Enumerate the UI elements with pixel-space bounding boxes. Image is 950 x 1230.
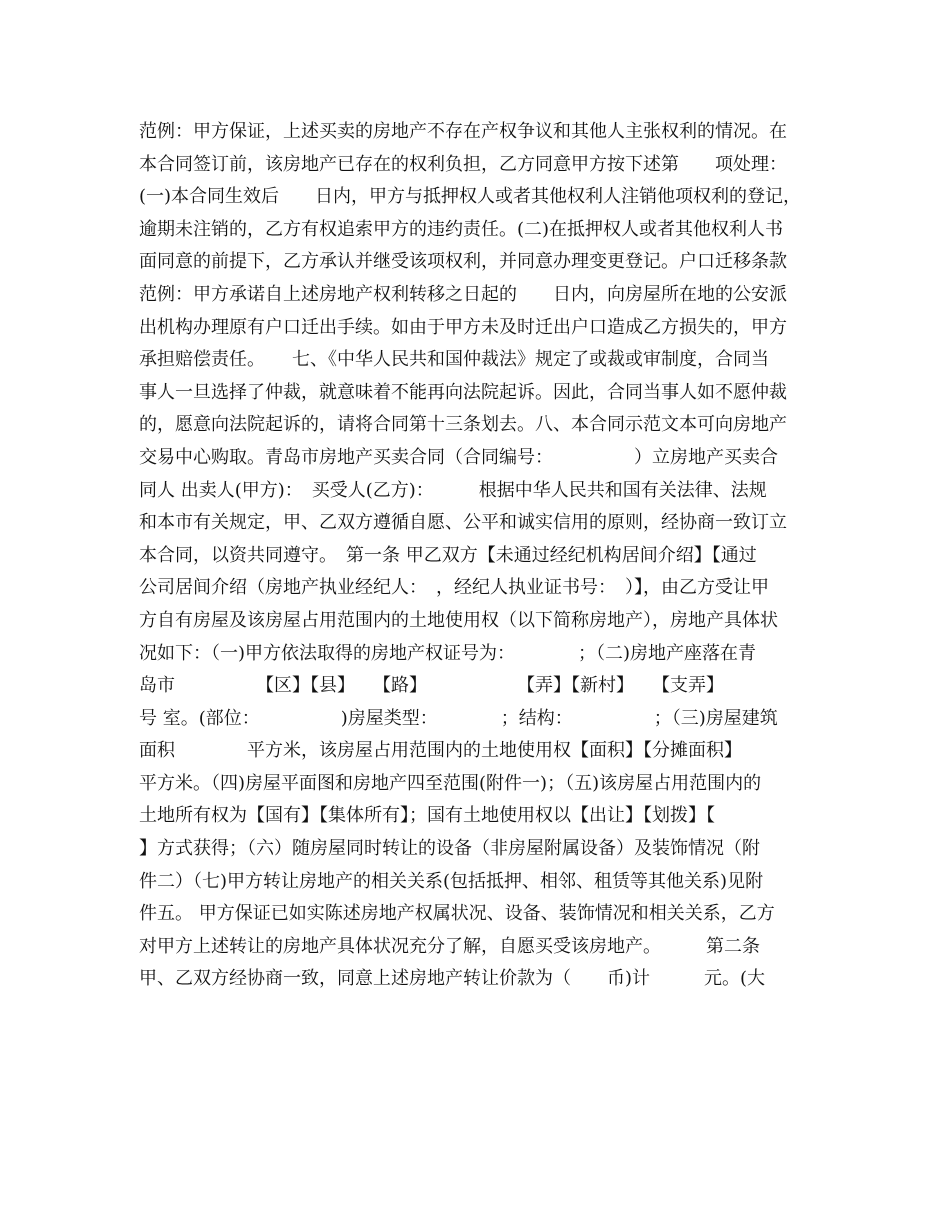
- text-line: 承担赔偿责任。 七、《中华人民共和国仲裁法》规定了或裁或审制度，合同当: [139, 349, 769, 371]
- text-line: 方自有房屋及该房屋占用范围内的土地使用权（以下简称房地产），房地产具体状: [139, 609, 778, 631]
- text-line: 和本市有关规定，甲、乙双方遵循自愿、公平和诚实信用的原则，经协商一致订立: [139, 512, 787, 534]
- text-line: 本合同签订前，该房地产已存在的权利负担，乙方同意甲方按下述第 项处理：: [139, 153, 787, 175]
- text-line: 面积 平方米，该房屋占用范围内的土地使用权【面积】【分摊面积】: [139, 740, 742, 762]
- text-line: (一)本合同生效后 日内，甲方与抵押权人或者其他权利人注销他项权利的登记，: [139, 186, 802, 208]
- text-line: 本合同，以资共同遵守。 第一条 甲乙双方【未通过经纪机构居间介绍】【通过: [139, 544, 757, 566]
- text-line: 件二）（七)甲方转让房地产的相关关系(包括抵押、相邻、租赁等其他关系)见附: [139, 870, 764, 892]
- text-line: 件五。 甲方保证已如实陈述房地产权属状况、设备、装饰情况和相关关系，乙方: [139, 903, 775, 925]
- text-line: 逾期未注销的，乙方有权追索甲方的违约责任。(二)在抵押权人或者其他权利人书: [139, 218, 784, 240]
- text-line: 况如下：（一)甲方依法取得的房地产权证号为： ；（二)房地产座落在青: [139, 642, 757, 664]
- text-line: 对甲方上述转让的房地产具体状况充分了解，自愿买受该房地产。 第二条: [139, 935, 760, 957]
- text-line: 范例：甲方保证，上述买卖的房地产不存在产权争议和其他人主张权利的情况。在: [139, 121, 787, 142]
- text-line: 公司居间介绍（房地产执业经纪人： ，经纪人执业证书号： ）】，由乙方受让甲: [139, 577, 769, 599]
- text-line: 平方米。（四)房屋平面图和房地产四至范围(附件一)；（五)该房屋占用范围内的: [139, 772, 762, 794]
- text-line: 面同意的前提下，乙方承认并继受该项权利，并同意办理变更登记。户口迁移条款: [139, 251, 787, 273]
- contract-text: [139, 116, 829, 996]
- text-line: 】方式获得；（六）随房屋同时转让的设备（非房屋附属设备）及装饰情况（附: [139, 838, 760, 860]
- text-line: 事人一旦选择了仲裁，就意味着不能再向法院起诉。因此，合同当事人如不愿仲裁: [139, 381, 787, 403]
- text-line: 同人 出卖人(甲方)： 买受人(乙方)： 根据中华人民共和国有关法律、法规: [139, 479, 767, 501]
- text-line: 交易中心购取。青岛市房地产买卖合同（合同编号： ）立房地产买卖合: [139, 446, 778, 468]
- text-line: 的，愿意向法院起诉的，请将合同第十三条划去。八、本合同示范文本可向房地产: [139, 414, 787, 436]
- text-line: 范例：甲方承诺自上述房地产权利转移之日起的 日内，向房屋所在地的公安派: [139, 283, 787, 305]
- text-line: 出机构办理原有户口迁出手续。如由于甲方未及时迁出户口造成乙方损失的，甲方: [139, 316, 787, 338]
- text-line: 岛市 【区】【县】 【路】 【弄】【新村】 【支弄】: [139, 675, 724, 697]
- text-line: 甲、乙双方经协商一致，同意上述房地产转让价款为（ 币)计 元。(大: [139, 968, 766, 990]
- text-line: 号 室。(部位： )房屋类型： ；结构： ；（三)房屋建筑: [139, 707, 778, 729]
- text-line: 土地所有权为【国有】【集体所有】；国有土地使用权以【出让】【划拨】【: [139, 805, 715, 827]
